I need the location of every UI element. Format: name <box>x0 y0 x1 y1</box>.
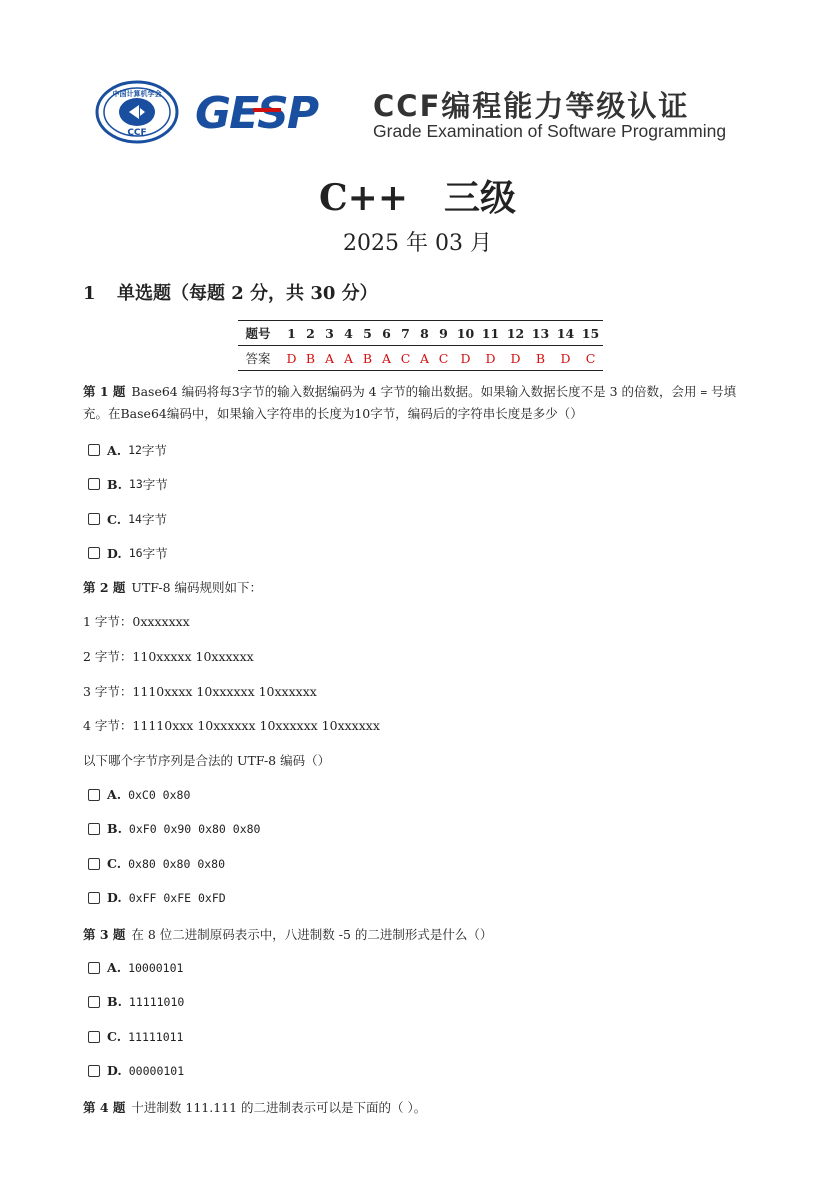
question-number: 8 <box>415 321 434 346</box>
option-letter: C. <box>107 856 122 871</box>
option-code: 14 <box>128 512 142 526</box>
option-checkbox[interactable] <box>88 892 100 904</box>
option-checkbox[interactable] <box>88 1031 100 1043</box>
option-code: 13 <box>128 477 143 491</box>
answer-cell: C <box>396 346 415 371</box>
answer-cell: D <box>282 346 301 371</box>
option-letter: A. <box>107 442 122 458</box>
answer-cell: C <box>578 346 603 371</box>
section-title: 单选题（每题 2 分，共 30 分） <box>117 283 378 304</box>
question-number: 3 <box>320 321 339 346</box>
question-number: 10 <box>453 321 478 346</box>
question-number: 9 <box>434 321 453 346</box>
answer-cell: B <box>358 346 377 371</box>
question-1-option-d[interactable] <box>88 544 168 562</box>
option-checkbox[interactable] <box>88 858 100 870</box>
option-checkbox[interactable] <box>88 823 100 835</box>
question-label: 第 1 题 <box>83 384 126 399</box>
question-number: 11 <box>478 321 503 346</box>
utf8-rule: 1 字节：0xxxxxxx <box>83 614 190 629</box>
option-code: 0xF0 0x90 0x80 0x80 <box>128 821 261 836</box>
question-1-stem-line1 <box>83 382 736 400</box>
option-text: 字节 <box>142 477 168 492</box>
answer-cell: B <box>301 346 320 371</box>
answer-cell: A <box>415 346 434 371</box>
answer-cell: A <box>377 346 396 371</box>
option-code: 10000101 <box>128 960 184 975</box>
inline-code: = <box>700 386 708 399</box>
answer-table <box>238 320 603 371</box>
section-number: 1 <box>83 283 96 304</box>
option-checkbox[interactable] <box>88 513 100 525</box>
answer-cell: B <box>528 346 553 371</box>
answer-cell: D <box>553 346 578 371</box>
option-letter: D. <box>107 890 122 905</box>
question-number: 7 <box>396 321 415 346</box>
ccf-seal-logo <box>95 80 179 144</box>
answer-table-header-row <box>238 321 603 346</box>
option-letter: D. <box>107 545 122 561</box>
question-2-option-a[interactable] <box>88 787 190 802</box>
option-checkbox[interactable] <box>88 789 100 801</box>
question-2-option-d[interactable] <box>88 890 226 905</box>
option-letter: C. <box>107 1029 122 1044</box>
question-number: 2 <box>301 321 320 346</box>
option-checkbox[interactable] <box>88 996 100 1008</box>
option-text: 字节 <box>141 512 167 527</box>
answer-cell: D <box>453 346 478 371</box>
answer-label: 答案 <box>238 346 282 371</box>
question-1-option-c[interactable] <box>88 510 167 528</box>
question-2-option-c[interactable] <box>88 856 225 871</box>
question-label: 第 4 题 <box>83 1100 126 1115</box>
option-code: 16 <box>128 546 143 560</box>
option-letter: A. <box>107 787 122 802</box>
question-2-stem <box>83 578 262 596</box>
option-checkbox[interactable] <box>88 478 100 490</box>
gesp-logo <box>193 82 345 142</box>
option-code: 11111010 <box>128 994 185 1009</box>
question-1-option-b[interactable] <box>88 475 168 493</box>
answer-table-answer-row <box>238 346 603 371</box>
exam-header <box>95 80 745 145</box>
question-number: 14 <box>553 321 578 346</box>
question-3-option-c[interactable] <box>88 1029 183 1044</box>
utf8-rule: 2 字节：110xxxxx 10xxxxxx <box>83 649 254 664</box>
utf8-rule: 4 字节：11110xxx 10xxxxxx 10xxxxxx 10xxxxxx <box>83 718 380 733</box>
question-text: Base64 编码将每3字节的输入数据编码为 4 字节的输出数据。如果输入数据长度不是 3 的倍数，会用 <box>131 384 701 399</box>
question-text: 十进制数 111.111 的二进制表示可以是下面的（ ）。 <box>131 1100 427 1115</box>
question-number: 12 <box>503 321 528 346</box>
option-code: 12 <box>128 443 142 457</box>
option-letter: B. <box>107 476 122 492</box>
question-text: 号填 <box>707 384 737 399</box>
question-3-stem <box>83 925 492 943</box>
utf8-rule: 3 字节：1110xxxx 10xxxxxx 10xxxxxx <box>83 684 317 699</box>
option-checkbox[interactable] <box>88 444 100 456</box>
option-letter: C. <box>107 511 122 527</box>
option-checkbox[interactable] <box>88 1065 100 1077</box>
question-number: 5 <box>358 321 377 346</box>
option-letter: B. <box>107 821 122 836</box>
answer-cell: D <box>478 346 503 371</box>
option-checkbox[interactable] <box>88 962 100 974</box>
question-number-label: 题号 <box>238 321 282 346</box>
option-code: 0xFF 0xFE 0xFD <box>128 890 226 905</box>
answer-cell: A <box>339 346 358 371</box>
option-letter: B. <box>107 994 122 1009</box>
option-code: 00000101 <box>128 1063 185 1078</box>
question-2-prompt: 以下哪个字节序列是合法的 UTF-8 编码（） <box>83 753 331 768</box>
option-letter: D. <box>107 1063 122 1078</box>
question-label: 第 2 题 <box>83 580 126 595</box>
option-code: 0xC0 0x80 <box>128 787 191 802</box>
question-number: 1 <box>282 321 301 346</box>
seal-text-bottom: CCF <box>127 128 147 138</box>
certification-title: CCF编程能力等级认证 <box>373 89 690 123</box>
question-number: 4 <box>339 321 358 346</box>
question-1-option-a[interactable] <box>88 441 167 459</box>
option-text: 字节 <box>141 443 167 458</box>
question-3-option-d[interactable] <box>88 1063 184 1078</box>
question-label: 第 3 题 <box>83 927 126 942</box>
document-date: 2025 年 03 月 <box>343 231 492 256</box>
seal-text-top: 中国计算机学会 <box>112 90 162 98</box>
question-1-stem-line2: 充。在Base64编码中，如果输入字符串的长度为10字节，编码后的字符串长度是多少（） <box>83 406 583 421</box>
answer-cell: D <box>503 346 528 371</box>
gesp-logo-text: GESP <box>195 88 318 139</box>
answer-cell: A <box>320 346 339 371</box>
question-text: 在 8 位二进制原码表示中，八进制数 -5 的二进制形式是什么（） <box>131 927 493 942</box>
question-number: 6 <box>377 321 396 346</box>
question-3-option-b[interactable] <box>88 994 184 1009</box>
section-heading <box>83 279 378 305</box>
question-4-stem <box>83 1098 426 1116</box>
option-letter: A. <box>107 960 122 975</box>
question-number: 15 <box>578 321 603 346</box>
question-number: 13 <box>528 321 553 346</box>
option-checkbox[interactable] <box>88 547 100 559</box>
question-text: UTF-8 编码规则如下： <box>131 580 263 595</box>
option-code: 11111011 <box>128 1029 184 1044</box>
certification-subtitle: Grade Examination of Software Programming <box>373 121 727 141</box>
question-3-option-a[interactable] <box>88 960 183 975</box>
answer-cell: C <box>434 346 453 371</box>
document-title: C++ 三级 <box>319 177 516 219</box>
option-code: 0x80 0x80 0x80 <box>128 856 226 871</box>
question-2-option-b[interactable] <box>88 821 260 836</box>
option-text: 字节 <box>142 546 168 561</box>
